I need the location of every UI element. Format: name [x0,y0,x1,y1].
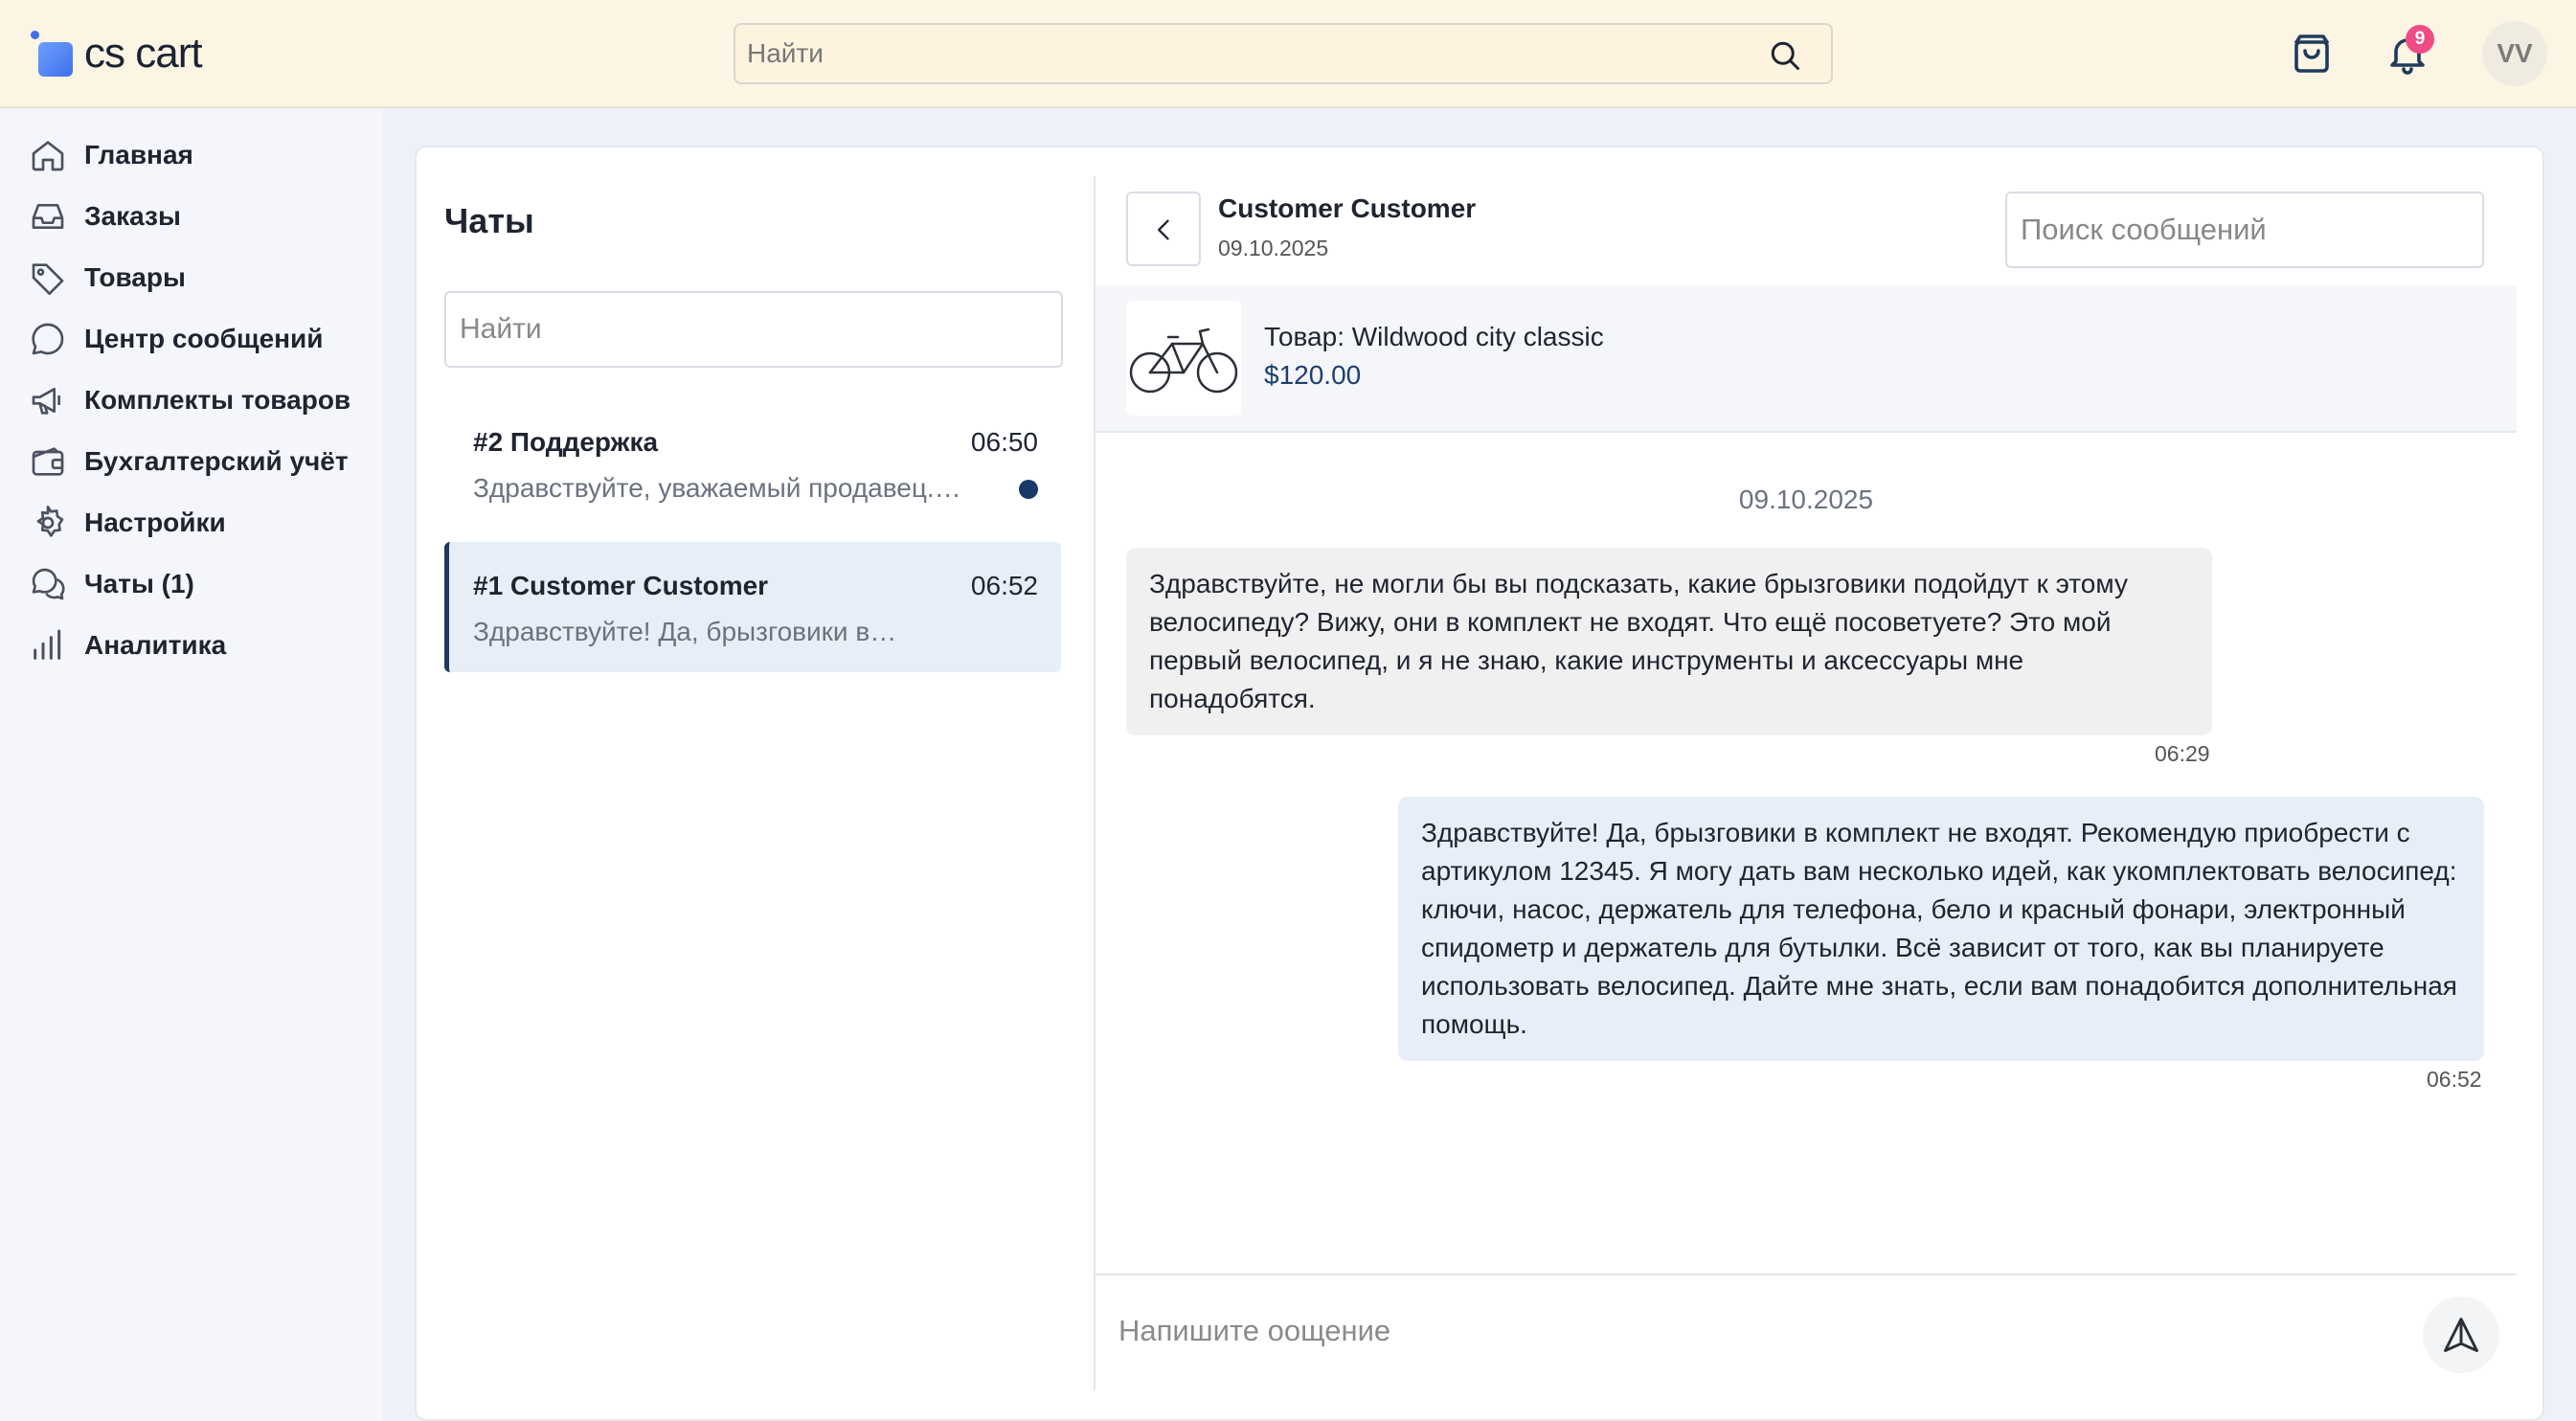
unread-indicator [1019,480,1038,499]
gear-icon [29,504,67,542]
message-search [2005,192,2484,268]
chat-list-item-active[interactable] [444,542,1061,672]
home-icon [29,136,67,174]
sidebar-item-settings[interactable] [29,500,226,546]
global-search [734,23,1833,84]
chevron-left-icon [1151,216,1178,243]
sidebar-item-label: Главная [84,140,193,169]
message-circle-icon [29,320,67,358]
chat-list-item-preview: Здравствуйте, уважаемый продавец.… [473,473,961,503]
chat-list-item[interactable] [444,398,1061,529]
day-separator: 09.10.2025 [1738,485,1874,514]
bar-chart-icon [29,626,67,665]
logo[interactable] [31,29,202,79]
sidebar-item-label: Чаты (1) [84,569,194,598]
chats-title: Чаты [444,201,534,240]
message-search-input[interactable] [2021,209,2461,251]
sidebar-item-home[interactable] [29,132,193,178]
sidebar-item-accounting[interactable] [29,439,349,485]
sidebar-item-chats[interactable] [29,561,194,607]
chat-search [444,291,1063,368]
chat-list-item-preview: Здравствуйте! Да, брызговики в… [473,617,897,646]
search-icon[interactable] [1768,38,1802,73]
send-icon [2440,1314,2482,1356]
chat-list-item-title: #2 Поддержка [473,427,659,457]
product-name[interactable]: Товар: Wildwood city classic [1264,322,1604,351]
sidebar-item-products[interactable] [29,255,186,301]
chats-icon [29,565,67,603]
message-time: 06:52 [2427,1067,2482,1092]
notification-badge: 9 [2406,25,2434,54]
wallet-icon [29,442,67,481]
product-thumbnail[interactable] [1126,301,1241,416]
chat-search-input[interactable] [460,308,1034,350]
tag-icon [29,259,67,297]
sidebar-item-label: Бухгалтерский учёт [84,446,349,476]
sidebar-item-analytics[interactable] [29,622,226,668]
sidebar-item-label: Аналитика [84,630,227,660]
product-price: $120.00 [1264,360,1362,390]
chat-list-item-time: 06:52 [970,571,1038,600]
message-outgoing: Здравствуйте! Да, брызговики в комплект не входят. Рекомендую приобрести с артикулом 12345. Я могу дать вам несколькo идей, как укомплектовать велосипед: ключи, насос, держатель для телефона, бело и красный фонари, электронный спидометр и держатель для бутылки. Всё зависит от того, как вы планируете использовать велосипед. Дайте мне знать, если вам понадобится дополнительная помощь. [1398,797,2484,1061]
message-input[interactable] [1119,1310,2363,1352]
inbox-icon [29,197,67,236]
conversation-date: 09.10.2025 [1218,236,1329,260]
conversation-name: Customer Customer [1218,193,1477,223]
sidebar-item-label: Товары [84,262,186,292]
composer-divider [1096,1274,2517,1275]
chat-list-item-time: 06:50 [970,427,1038,457]
sidebar-item-message-center[interactable] [29,316,323,362]
send-button[interactable] [2423,1297,2499,1373]
message-time: 06:29 [2155,741,2210,766]
sidebar-item-label: Заказы [84,201,181,231]
sidebar-item-bundles[interactable] [29,377,350,423]
chat-list-item-title: #1 Customer Customer [473,571,769,600]
logo-text: cs cart [84,30,202,77]
global-search-input[interactable] [747,33,1743,75]
top-bar [0,0,2576,108]
sidebar-item-label: Комплекты товаров [84,385,351,415]
back-button[interactable] [1126,192,1201,266]
megaphone-icon [29,381,67,419]
logo-mark [31,31,77,77]
sidebar-item-label: Центр сообщений [84,324,324,353]
sidebar-item-orders[interactable] [29,193,181,239]
message-incoming: Здравствуйте, не могли бы вы подсказать, какие брызговики подойдут к этому велосипеду? Вижу, они в комплект не входят. Что ещё посоветуете? Это мой первый велосипед, и я не знаю, какие инструменты и аксессуары мне понадобятся. [1126,548,2212,735]
shopping-bag-icon[interactable] [2289,31,2335,77]
bicycle-icon [1126,301,1241,416]
product-strip [1096,285,2517,433]
sidebar [0,109,383,1421]
sidebar-item-label: Настройки [84,508,226,537]
avatar[interactable]: VV [2482,21,2547,86]
